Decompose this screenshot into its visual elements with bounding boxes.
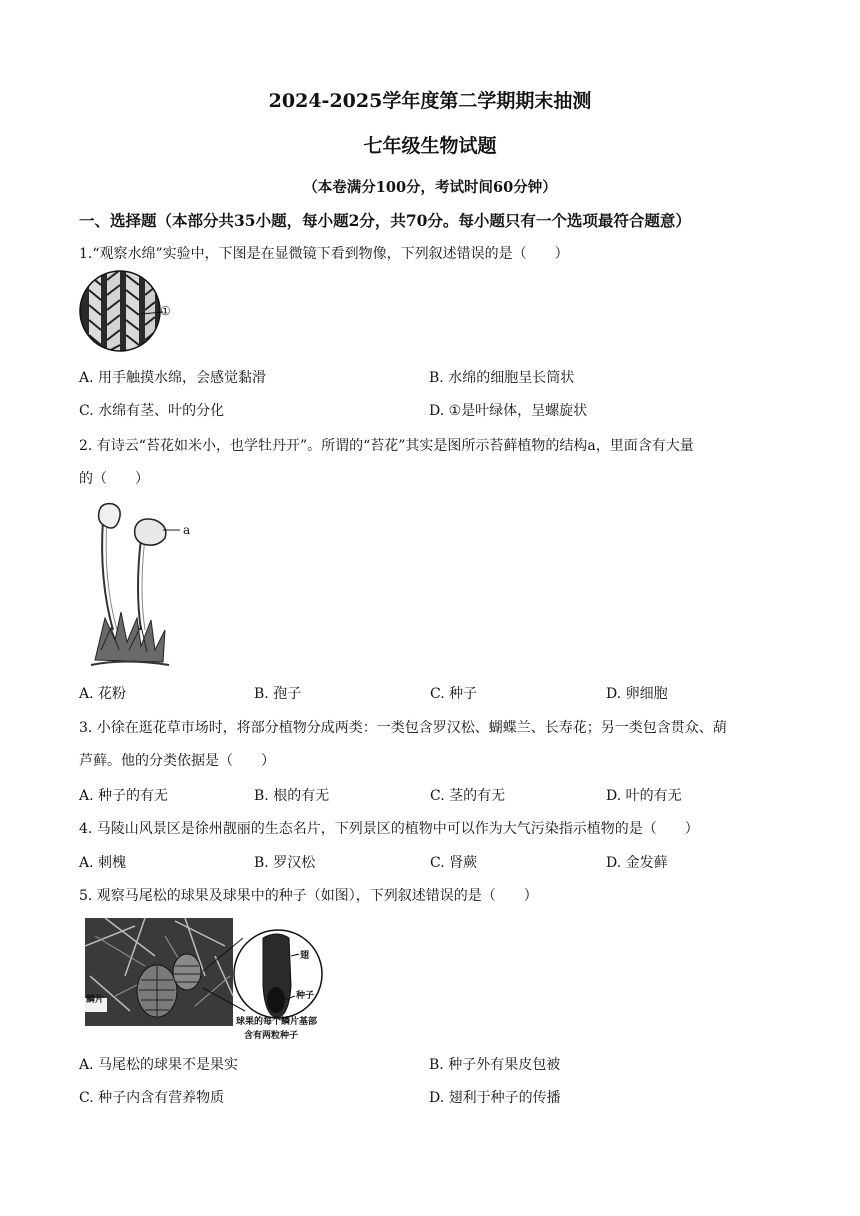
q1-option-b[interactable]: B. 水绵的细胞呈长筒状 [429, 370, 575, 386]
q1-option-c[interactable]: C. 水绵有茎、叶的分化 [79, 403, 225, 419]
q5-label-seed: 种子 [296, 991, 315, 1001]
q4-stem: 4. 马陵山风景区是徐州靓丽的生态名片，下列景区的植物中可以作为大气污染指示植物的是（ ） [79, 821, 699, 837]
exam-subject: 七年级生物试题 [363, 135, 497, 157]
q2-option-a[interactable]: A. 花粉 [79, 686, 127, 702]
section-heading: 一、选择题（本部分共35小题，每小题2分，共70分。每小题只有一个选项最符合题意） [79, 211, 691, 230]
q5-option-d[interactable]: D. 翅利于种子的传播 [429, 1090, 561, 1106]
q5-label-scale: 鳞片 [86, 995, 105, 1005]
q1-figure-label: ① [160, 304, 171, 318]
q2-stem-line2: 的（ ） [79, 471, 149, 487]
q3-option-a[interactable]: A. 种子的有无 [79, 788, 169, 804]
q5-label-wing: 翅 [300, 951, 310, 961]
q4-option-a[interactable]: A. 刺槐 [79, 855, 127, 871]
q5-option-b[interactable]: B. 种子外有果皮包被 [429, 1057, 561, 1073]
q5-caption-line1: 球果的每个鳞片基部 [236, 1017, 318, 1027]
q1-option-d[interactable]: D. ①是叶绿体，呈螺旋状 [429, 403, 588, 419]
q3-option-b[interactable]: B. 根的有无 [254, 788, 330, 804]
q2-option-d[interactable]: D. 卵细胞 [606, 686, 668, 702]
q4-option-b[interactable]: B. 罗汉松 [254, 855, 316, 871]
exam-title: 2024-2025学年度第二学期期末抽测 [268, 90, 592, 112]
q3-stem-line2: 芦藓。他的分类依据是（ ） [79, 753, 275, 769]
q5-stem: 5. 观察马尾松的球果及球果中的种子（如图），下列叙述错误的是（ ） [79, 888, 538, 904]
exam-note: （本卷满分100分，考试时间60分钟） [303, 179, 557, 196]
spirogyra-microscope-figure [79, 270, 189, 352]
q3-stem-line1: 3. 小徐在逛花草市场时，将部分植物分成两类：一类包含罗汉松、蝴蝶兰、长寿花；另一类包含贯众、葫 [79, 720, 727, 736]
q2-stem-line1: 2. 有诗云“苔花如米小，也学牡丹开”。所谓的“苔花”其实是图所示苔藓植物的结构a，里面含有大量 [79, 438, 694, 454]
q2-figure-label: a [183, 523, 191, 537]
q5-option-a[interactable]: A. 马尾松的球果不是果实 [79, 1057, 239, 1073]
q2-option-b[interactable]: B. 孢子 [254, 686, 302, 702]
q4-option-d[interactable]: D. 金发藓 [606, 855, 668, 871]
q3-option-c[interactable]: C. 茎的有无 [430, 788, 506, 804]
q5-option-c[interactable]: C. 种子内含有营养物质 [79, 1090, 225, 1106]
q4-option-c[interactable]: C. 肾蕨 [430, 855, 478, 871]
q1-option-a[interactable]: A. 用手触摸水绵，会感觉黏滑 [79, 370, 267, 386]
q3-option-d[interactable]: D. 叶的有无 [606, 788, 682, 804]
q5-caption-line2: 含有两粒种子 [244, 1031, 299, 1041]
q2-option-c[interactable]: C. 种子 [430, 686, 478, 702]
q1-stem: 1.“观察水绵”实验中，下图是在显微镜下看到物像，下列叙述错误的是（ ） [79, 246, 569, 262]
